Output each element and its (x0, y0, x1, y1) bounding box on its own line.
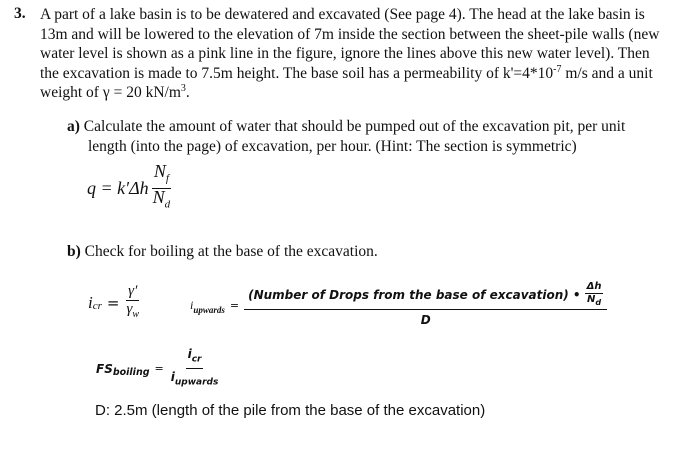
boiling-safety-factor-formula: FS boiling = $\frac{i_{cr}}{i_{upwards}}$ (96, 347, 219, 388)
critical-gradient-formula: i cr = $\frac{\gamma'}{\gamma_w}$ (88, 283, 140, 320)
question-line-3: water level is shown as a pink line in the figure, ignore the lines above this new water level). Then (40, 45, 650, 62)
question-line-5: weight of γ = 20 $kN/m^3$. (40, 82, 190, 101)
question-text (40, 5, 688, 103)
question-number: 3. (14, 5, 26, 22)
part-a-line-2: length (into the page) of excavation, per hour. (Hint: The section is symmetric) (88, 137, 577, 155)
pile-length-note: D: 2.5m (length of the pile from the base of the excavation) (95, 402, 486, 419)
upward-gradient-formula: i upwards = (Number of Drops from the base of excavation) • $\frac{\Delta h}{N_d}$ D (190, 281, 607, 330)
part-b: b) Check for boiling at the base of the excavation. (67, 243, 378, 260)
question-line-2: 13m and will be lowered to the elevation of 7m inside the section between the sheet-pile walls (new (40, 25, 660, 43)
question-line-4: the excavation is made to 7.5m height. The base soil has a permeability of $k'=4*10^{-7}$ m/s and a unit (40, 63, 653, 82)
question-line-1: A part of a lake basin is to be dewatered and excavated (See page 4). The head at the lake basin is (40, 6, 645, 23)
flow-formula: q = k′Δh $\frac{N_f}{N_d}$ (87, 161, 171, 211)
part-a-line-1: a) Calculate the amount of water that should be pumped out of the excavation pit, per unit (67, 118, 626, 135)
part-a (67, 117, 687, 156)
